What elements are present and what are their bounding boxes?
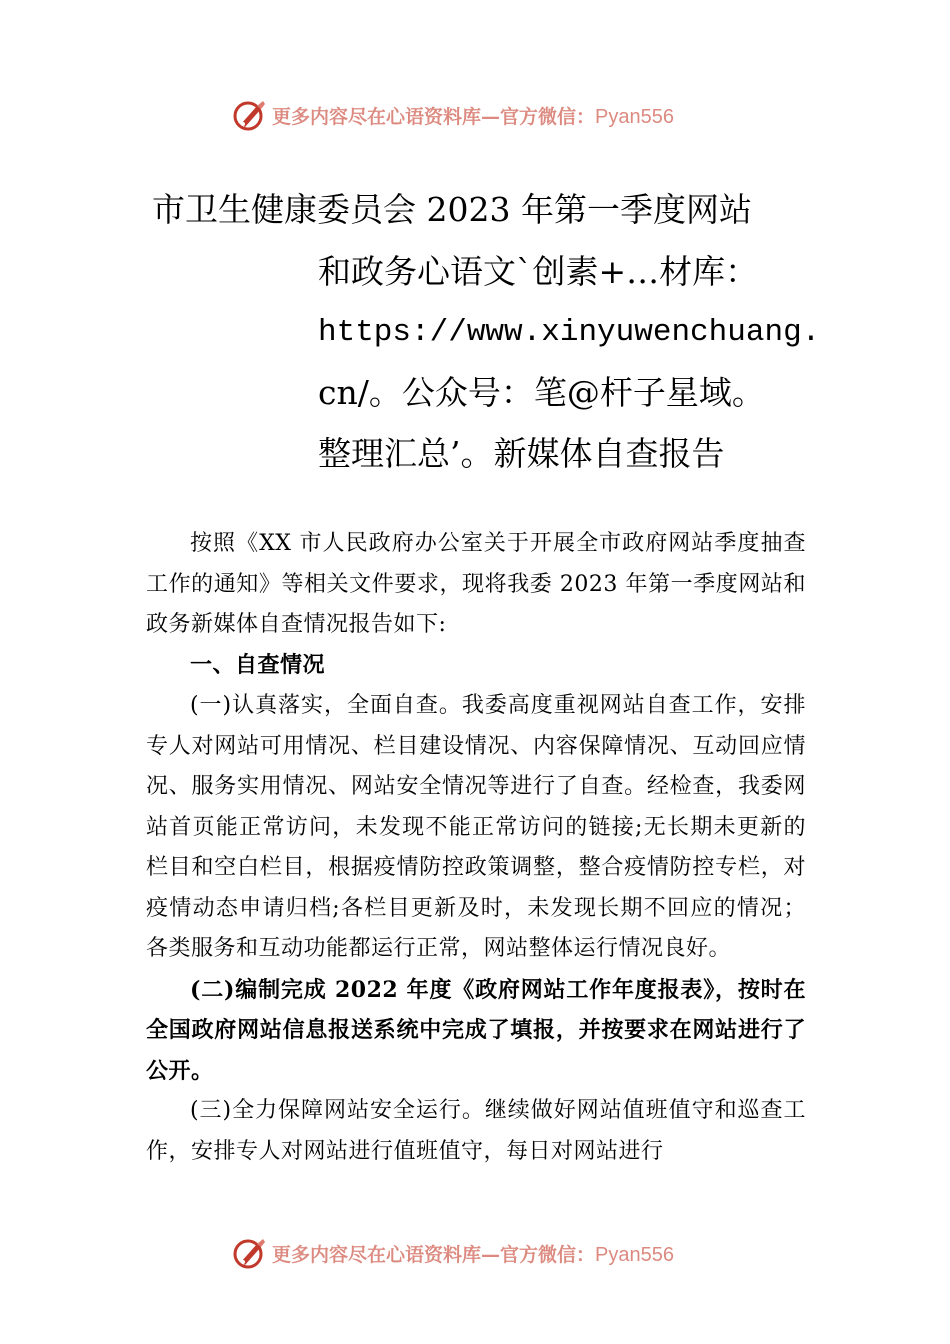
banner-wechat-id: Pyan556 [595, 1243, 674, 1266]
header-banner [232, 98, 674, 132]
banner-wechat-id: Pyan556 [595, 105, 674, 128]
item-3-paragraph: (三)全力保障网站安全运行。继续做好网站值班值守和巡查工作，安排专人对网站进行值班值守，每日对网站进行 [146, 1098, 806, 1164]
title-line-1: 市卫生健康委员会 2023 年第一季度网站 [152, 190, 752, 229]
pen-seal-logo-icon [232, 1236, 266, 1270]
item-1-paragraph: (一)认真落实，全面自查。我委高度重视网站自查工作，安排专人对网站可用情况、栏目建设情况、内容保障情况、互动回应情况、服务实用情况、网站安全情况等进行了自查。经检查，我委网站首页能正常访问，未发现不能正常访问的链接;无长期未更新的栏目和空白栏目，根据疫情防控政策调整，整合疫情防控专栏，对疫情动态申请归档;各栏目更新及时，未发现长期不回应的情况；各类服务和互动功能都运行正常，网站整体运行情况良好。 [146, 693, 806, 961]
intro-paragraph: 按照《XX 市人民政府办公室关于开展全市政府网站季度抽查工作的通知》等相关文件要求，现将我委 2023 年第一季度网站和政务新媒体自查情况报告如下: [146, 531, 806, 637]
banner-text [272, 102, 674, 129]
title-line-4: cn/。公众号：笔@杆子星域。 [318, 373, 765, 412]
banner-text [272, 1240, 674, 1267]
document-body [146, 524, 806, 1172]
pen-seal-logo-icon [232, 98, 266, 132]
item-2-paragraph: (二)编制完成 2022 年度《政府网站工作年度报表》，按时在全国政府网站信息报送系统中完成了填报，并按要求在网站进行了公开。 [146, 976, 806, 1084]
title-line-2: 和政务心语文`创素+…材库： [318, 252, 759, 291]
section-heading-self-check: 一、自查情况 [190, 652, 326, 678]
banner-text-cn: 更多内容尽在心语资料库—官方微信： [272, 105, 596, 128]
title-line-3: https://www.xinyuwenchuang. [318, 315, 821, 350]
footer-banner [232, 1236, 674, 1270]
banner-text-cn: 更多内容尽在心语资料库—官方微信： [272, 1243, 596, 1266]
title-line-5: 整理汇总’。新媒体自查报告 [318, 434, 725, 473]
